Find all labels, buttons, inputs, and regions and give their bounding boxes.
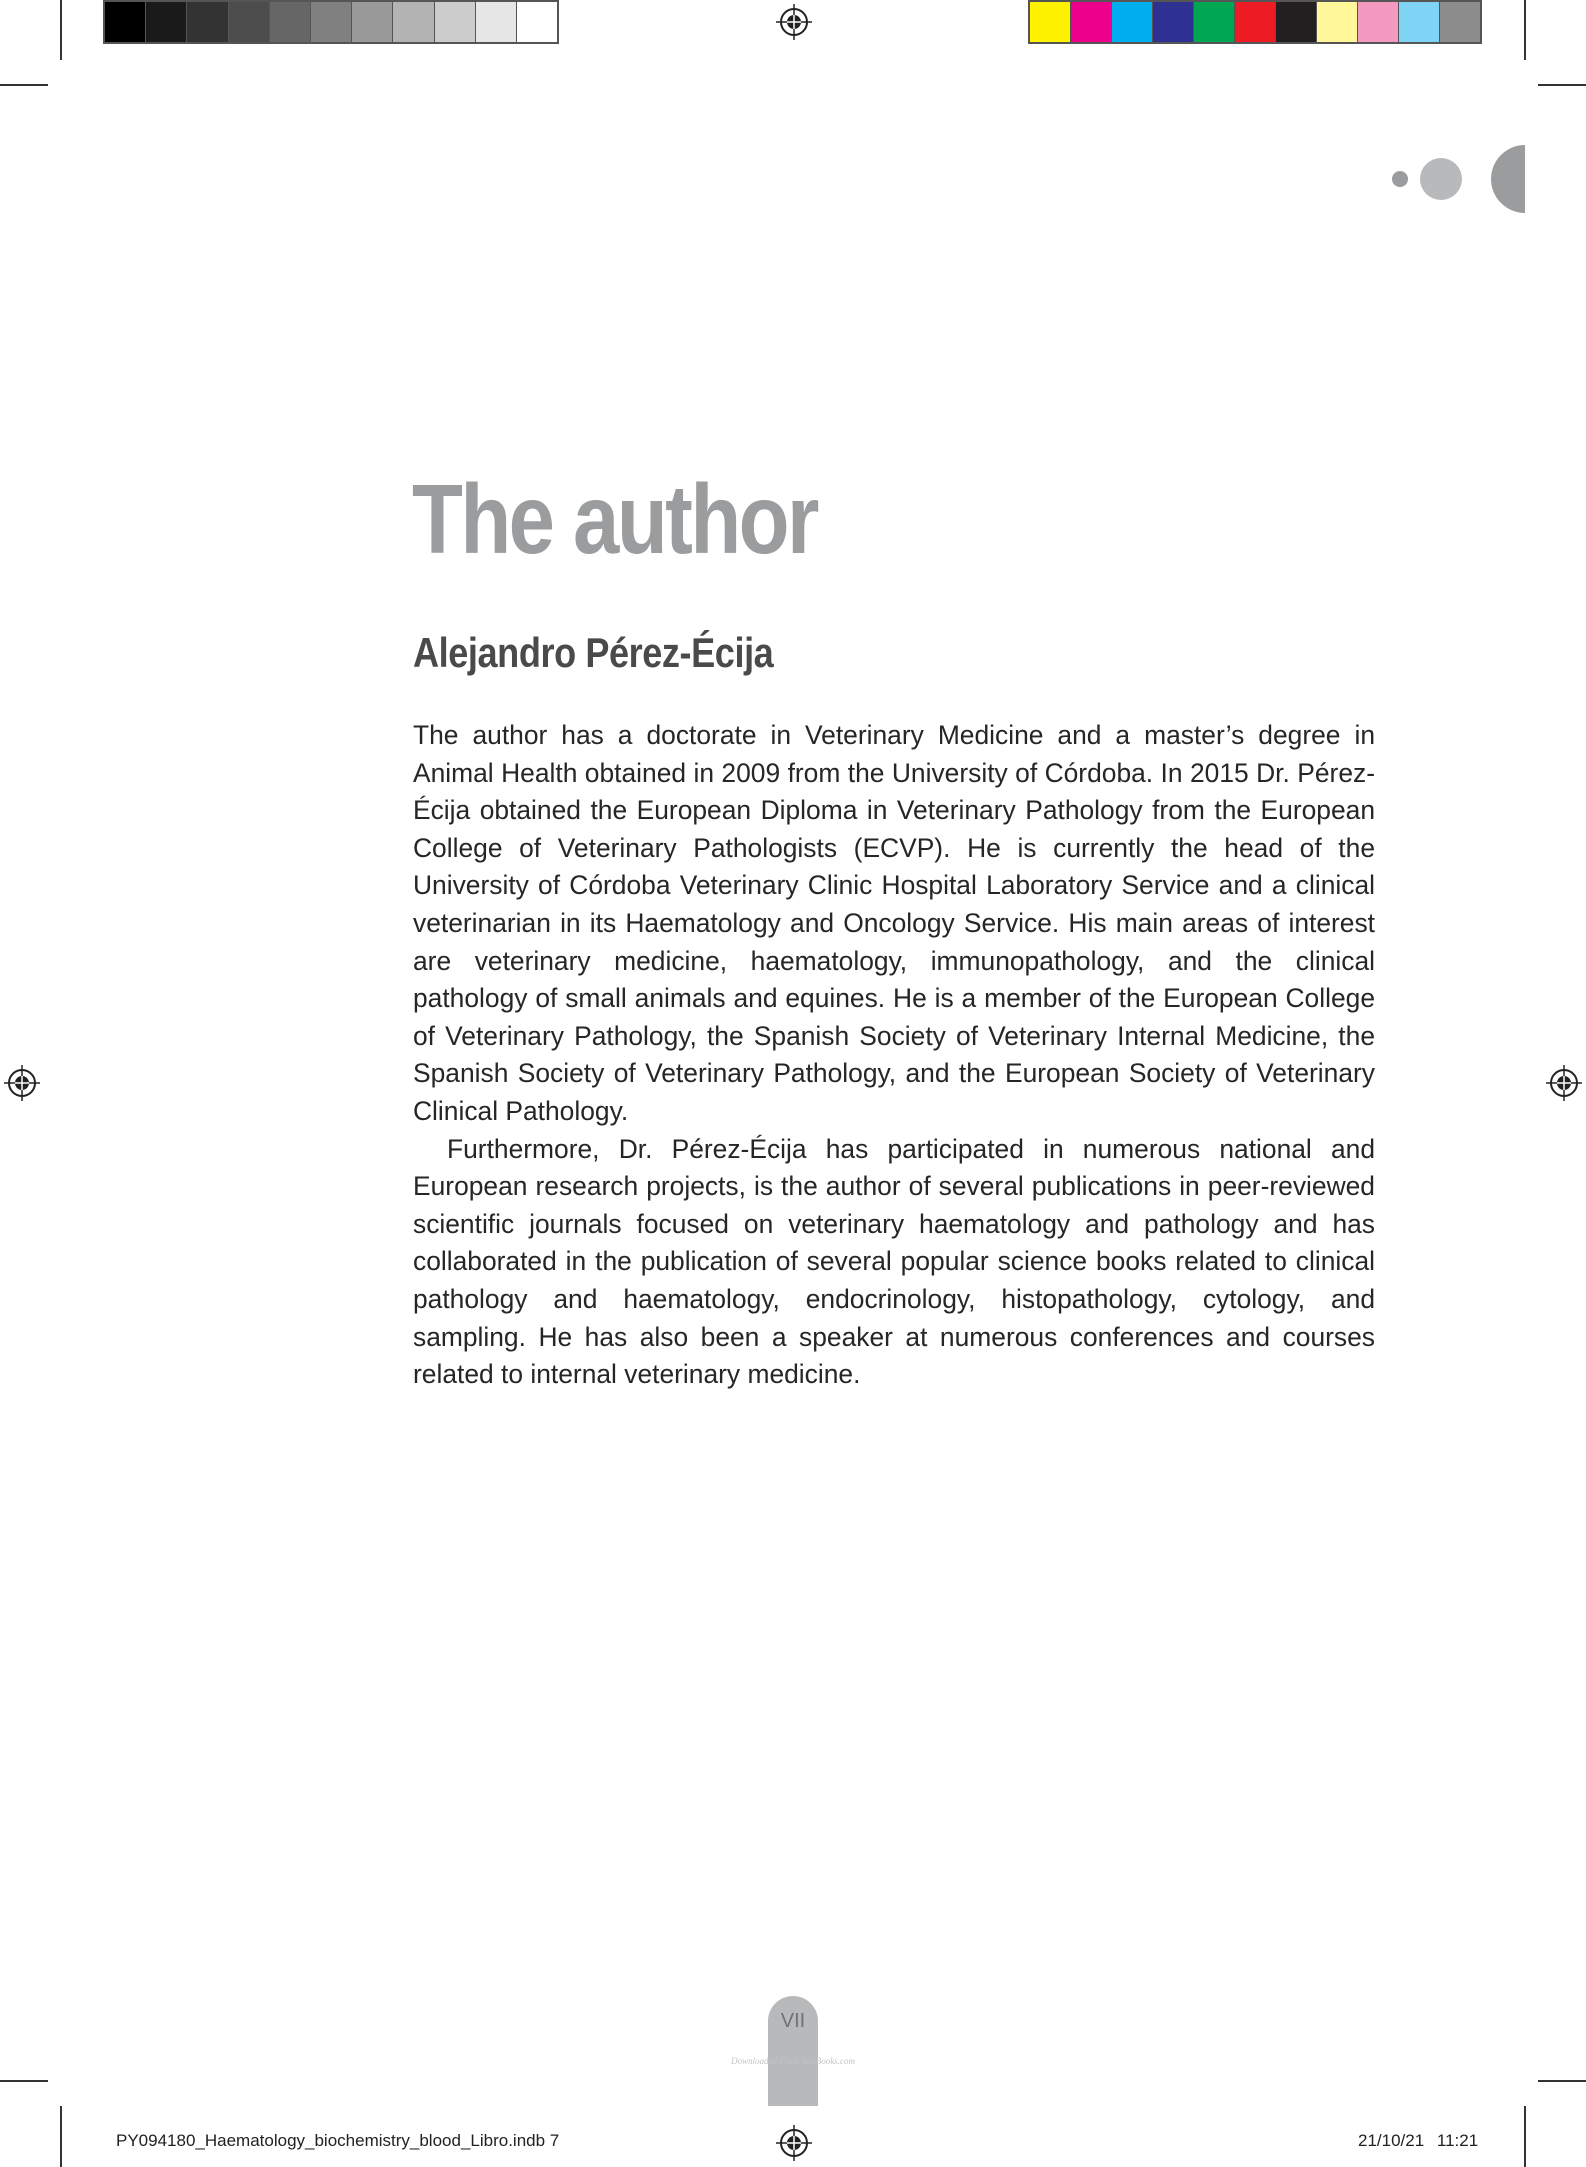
crop-mark [60,0,62,60]
watermark: Downloaded From VetsBooks.com [731,2056,855,2066]
print-slug-datetime: 21/10/21 11:21 [1358,2131,1479,2150]
calibration-swatch [1112,2,1153,42]
crop-mark [1538,2080,1586,2082]
calibration-swatch [146,2,187,42]
calibration-swatch [1030,2,1071,42]
color-calibration-bar [1028,0,1482,44]
calibration-swatch [517,2,557,42]
registration-mark-icon [776,2125,812,2161]
page-number: VII [780,2010,806,2032]
calibration-swatch [1153,2,1194,42]
crop-mark [1524,2106,1526,2167]
calibration-swatch [1276,2,1317,42]
calibration-swatch [1358,2,1399,42]
biography-paragraph: The author has a doctorate in Veterinary Medicine and a master’s degree in Animal Health obtained in 2009 from the University of Córdoba. In 2015 Dr. Pérez-Écija obtained the European Diploma in Veterinary Pathology from the European College of Veterinary Pathologists (ECVP). He is currently the head of the University of Córdoba Veterinary Clinic Hospital Laboratory Service and a clinical veterinarian in its Haematology and Oncology Service. His main areas of interest are veterinary medicine, haematology, immunopathology, and the clinical pathology of small animals and equines. He is a member of the European College of Veterinary Pathology, the Spanish Society of Veterinary Internal Medicine, the Spanish Society of Veterinary Pathology, and the European Society of Veterinary Clinical Pathology. [413,720,1375,1126]
calibration-swatch [311,2,352,42]
decorative-dots-icon [1388,145,1525,213]
crop-mark [1524,0,1526,60]
calibration-swatch [476,2,517,42]
registration-mark-icon [776,4,812,40]
biography-paragraph: Furthermore, Dr. Pérez-Écija has participated in numerous national and European research projects, is the author of several publications in peer-reviewed scientific journals focused on veterinary haematology and pathology and has collaborated in the publication of several popular science books related to clinical pathology and haematology, endocrinology, histopathology, cytology, and sampling. He has also been a speaker at numerous conferences and courses related to internal veterinary medicine. [413,1133,1375,1390]
calibration-swatch [229,2,270,42]
calibration-swatch [105,2,146,42]
author-name: Alejandro Pérez-Écija [413,629,774,676]
registration-mark-icon [4,1065,40,1101]
calibration-swatch [393,2,434,42]
calibration-swatch [1235,2,1276,42]
crop-mark [0,2080,48,2082]
page-title: The author [412,464,817,574]
calibration-swatch [352,2,393,42]
crop-mark [0,84,48,86]
calibration-swatch [270,2,311,42]
calibration-swatch [187,2,228,42]
author-biography [413,717,1375,1394]
calibration-swatch [1194,2,1235,42]
calibration-swatch [1440,2,1480,42]
grayscale-calibration-bar [103,0,559,44]
print-slug-filename: PY094180_Haematology_biochemistry_blood_Libro.indb 7 [116,2131,560,2150]
calibration-swatch [1399,2,1440,42]
crop-mark [1538,84,1586,86]
registration-mark-icon [1546,1065,1582,1101]
calibration-swatch [435,2,476,42]
crop-mark [60,2106,62,2167]
calibration-swatch [1317,2,1358,42]
calibration-swatch [1071,2,1112,42]
